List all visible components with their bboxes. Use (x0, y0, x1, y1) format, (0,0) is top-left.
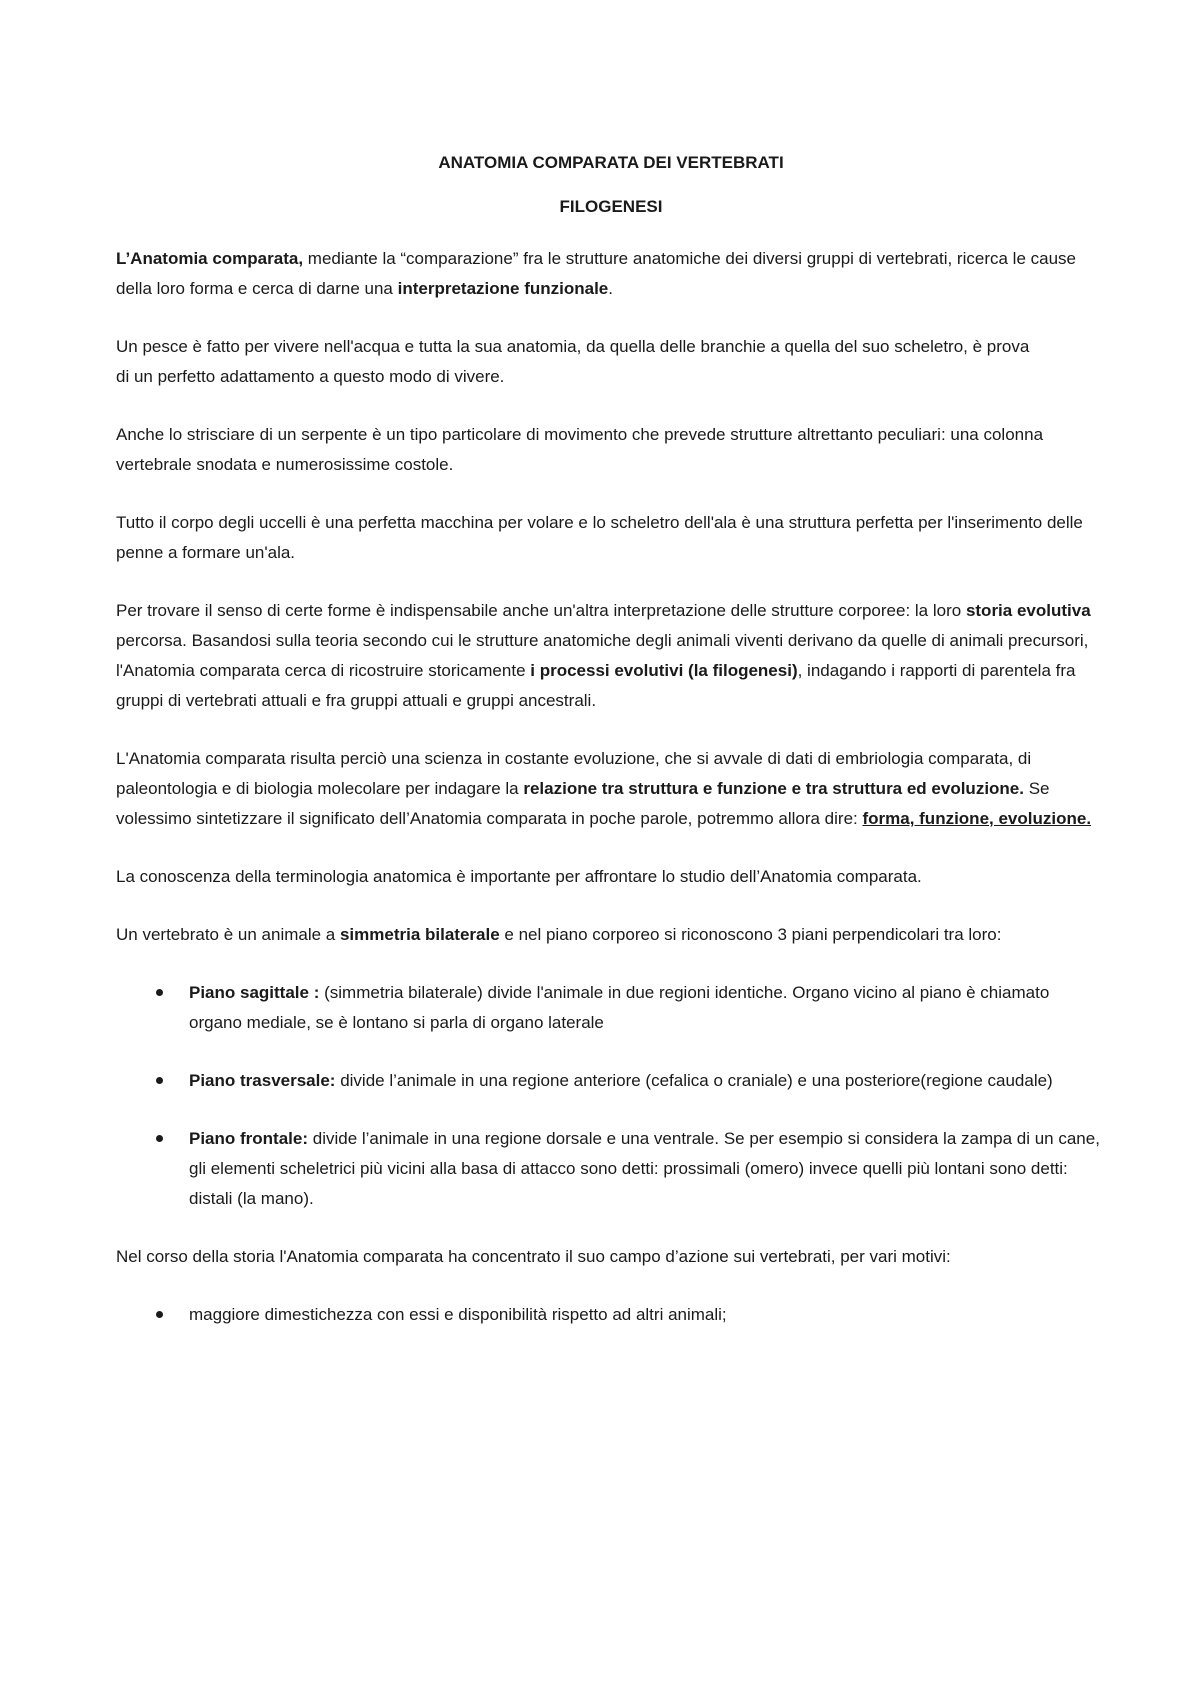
bullet-icon (156, 1135, 163, 1142)
bold-simmetria-bilaterale: simmetria bilaterale (339, 925, 500, 944)
underlined-forma-funzione-evoluzione: forma, funzione, evoluzione. (862, 809, 1092, 828)
scienza-text-1: L'Anatomia comparata risulta perciò una scienza in costante evoluzione, che si avvale di dati di embriologia comparata, di paleontologia e di biologia molecolare per indagare la (116, 749, 1032, 798)
plane-description: divide l’animale in una regione dorsale e una ventrale. Se per esempio si considera la zampa di un cane, gli elementi scheletrici più vicini alla basa di attacco sono detti: prossimali (omero) invece quelli più lontani sono detti: distali (la mano). (189, 1129, 1100, 1208)
simmetria-text-1: Un vertebrato è un animale a (116, 925, 340, 944)
paragraph-intro (116, 244, 1106, 304)
planes-list (116, 978, 1106, 1214)
plane-description: (simmetria bilaterale) divide l'animale in due regioni identiche. Organo vicino al piano è chiamato organo mediale, se è lontano si parla di organo laterale (189, 983, 1050, 1032)
scienza-text-2: Se volessimo sintetizzare il significato dell’Anatomia comparata in poche parole, potremmo allora dire: (116, 779, 1050, 828)
paragraph-simmetria (116, 920, 1106, 950)
list-item-reason (116, 1300, 1106, 1330)
plane-name: Piano trasversale: (189, 1071, 336, 1090)
paragraph-pesce (116, 332, 1106, 392)
bullet-icon (156, 1077, 163, 1084)
storia-text-1: Per trovare il senso di certe forme è indispensabile anche un'altra interpretazione delle strutture corporee: la loro (116, 601, 966, 620)
document-title: ANATOMIA COMPARATA DEI VERTEBRATI (438, 153, 784, 172)
paragraph-uccelli: Tutto il corpo degli uccelli è una perfetta macchina per volare e lo scheletro dell'ala è una struttura perfetta per l'inserimento delle penne a formare un'ala. (116, 513, 1083, 562)
plane-description: divide l’animale in una regione anteriore (cefalica o craniale) e una posteriore(regione caudale) (335, 1071, 1053, 1090)
bold-interpretazione-funzionale: interpretazione funzionale (397, 279, 609, 298)
list-item-piano-frontale (116, 1124, 1106, 1214)
paragraph-serpente: Anche lo strisciare di un serpente è un tipo particolare di movimento che prevede strutture altrettanto peculiari: una colonna vertebrale snodata e numerosissime costole. (116, 425, 1044, 474)
bold-storia-evolutiva: storia evolutiva (965, 601, 1091, 620)
storia-text-2: percorsa. Basandosi sulla teoria secondo cui le strutture anatomiche degli animali viventi derivano da quelle di animali precursori, l'Anatomia comparata cerca di ricostruire storicamente (116, 631, 1089, 680)
pesce-line-1: Un pesce è fatto per vivere nell'acqua e tutta la sua anatomia, da quella delle branchie a quella del suo scheletro, è prova (116, 337, 1030, 356)
document-body (116, 148, 1106, 1358)
reason-text: maggiore dimestichezza con essi e disponibilità rispetto ad altri animali; (189, 1305, 727, 1324)
list-item-piano-sagittale (116, 978, 1106, 1038)
intro-text: mediante la “comparazione” fra le strutture anatomiche dei diversi gruppi di vertebrati, ricerca le cause della loro forma e cerca di darne una (116, 249, 1076, 298)
document-subtitle: FILOGENESI (559, 197, 663, 216)
reasons-list (116, 1300, 1106, 1330)
bold-anatomia-comparata: L’Anatomia comparata, (116, 249, 304, 268)
paragraph-motivi: Nel corso della storia l'Anatomia comparata ha concentrato il suo campo d’azione sui vertebrati, per vari motivi: (116, 1247, 951, 1266)
paragraph-scienza (116, 744, 1106, 834)
simmetria-text-2: e nel piano corporeo si riconoscono 3 piani perpendicolari tra loro: (499, 925, 1002, 944)
plane-name: Piano frontale: (189, 1129, 309, 1148)
pesce-line-2: di un perfetto adattamento a questo modo di vivere. (116, 367, 505, 386)
list-item-piano-trasversale (116, 1066, 1106, 1096)
plane-name: Piano sagittale : (189, 983, 320, 1002)
intro-end: . (608, 279, 613, 298)
bullet-icon (156, 1311, 163, 1318)
paragraph-terminologia: La conoscenza della terminologia anatomica è importante per affrontare lo studio dell’Anatomia comparata. (116, 867, 922, 886)
bold-processi-evolutivi: i processi evolutivi (la filogenesi) (530, 661, 798, 680)
bold-relazione: relazione tra struttura e funzione e tra struttura ed evoluzione. (523, 779, 1024, 798)
bullet-icon (156, 989, 163, 996)
storia-text-3: , indagando i rapporti di parentela fra gruppi di vertebrati attuali e fra gruppi attuali e gruppi ancestrali. (116, 661, 1076, 710)
paragraph-storia-evolutiva (116, 596, 1106, 716)
